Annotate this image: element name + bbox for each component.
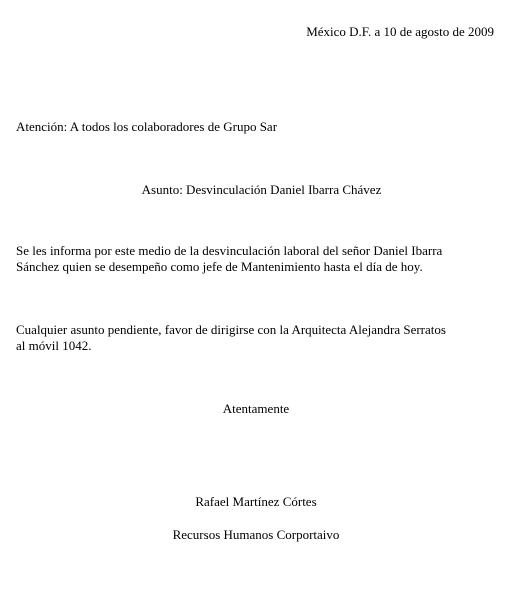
letter-date: México D.F. a 10 de agosto de 2009 <box>306 24 494 39</box>
body-paragraph-2 <box>16 322 496 354</box>
body-paragraph-2-line-2: al móvil 1042. <box>16 338 92 353</box>
closing-salutation: Atentamente <box>222 401 290 416</box>
body-paragraph-1 <box>16 243 496 275</box>
body-paragraph-1-line-2: Sánchez quien se desempeño como jefe de Mantenimiento hasta el día de hoy. <box>16 259 423 274</box>
body-paragraph-1-line-1: Se les informa por este medio de la desvinculación laboral del señor Daniel Ibarra <box>16 243 443 258</box>
attention-line: Atención: A todos los colaboradores de Grupo Sar <box>16 119 278 134</box>
signer-name: Rafael Martínez Córtes <box>195 494 317 509</box>
subject-line: Asunto: Desvinculación Daniel Ibarra Chávez <box>141 182 382 197</box>
signer-department: Recursos Humanos Corportaivo <box>172 527 340 542</box>
body-paragraph-2-line-1: Cualquier asunto pendiente, favor de dirigirse con la Arquitecta Alejandra Serratos <box>16 322 446 337</box>
